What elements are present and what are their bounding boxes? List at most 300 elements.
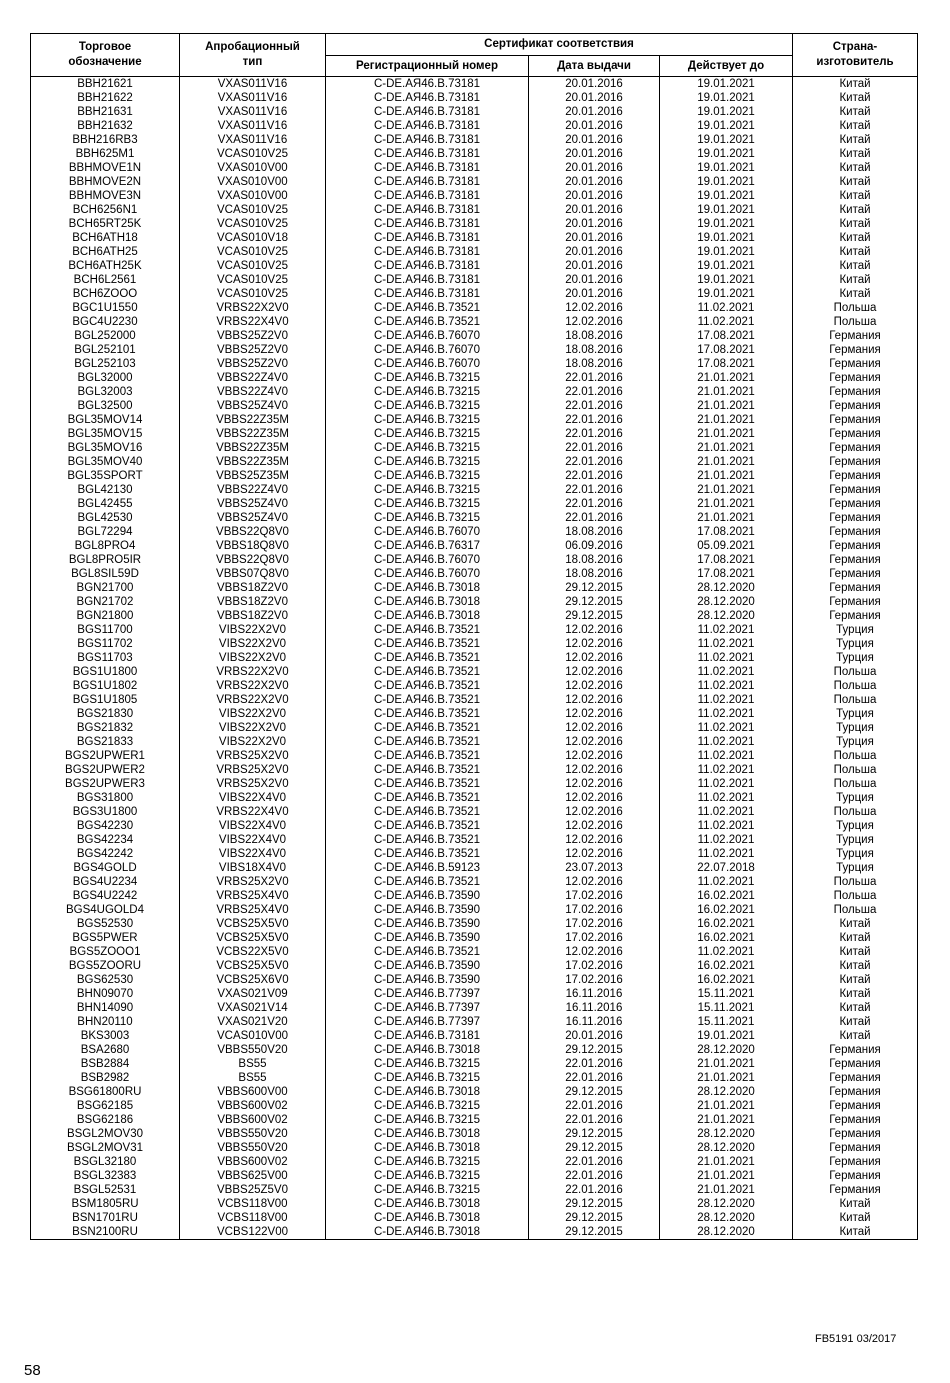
cell-trade-designation: BBH21621 (31, 77, 180, 92)
cell-country: Турция (793, 833, 918, 847)
cell-country: Китай (793, 91, 918, 105)
cell-trade-designation: BGS42242 (31, 847, 180, 861)
cell-valid-until: 11.02.2021 (660, 847, 793, 861)
cell-valid-until: 28.12.2020 (660, 609, 793, 623)
cell-approval-type: VXAS011V16 (180, 105, 326, 119)
cell-trade-designation: BCH6ATH25 (31, 245, 180, 259)
cell-trade-designation: BCH6ATH25K (31, 259, 180, 273)
cell-valid-until: 28.12.2020 (660, 1197, 793, 1211)
cell-reg-number: C-DE.АЯ46.В.73181 (326, 161, 529, 175)
cell-country: Китай (793, 105, 918, 119)
document-code: FB5191 03/2017 (815, 1333, 897, 1345)
cell-country: Китай (793, 1225, 918, 1240)
cell-issue-date: 29.12.2015 (529, 1127, 660, 1141)
table-row (31, 931, 918, 945)
cell-trade-designation: BGS2UPWER2 (31, 763, 180, 777)
cell-approval-type: VCAS010V25 (180, 245, 326, 259)
cell-country: Турция (793, 623, 918, 637)
cell-reg-number: C-DE.АЯ46.В.77397 (326, 1001, 529, 1015)
table-row (31, 161, 918, 175)
cell-approval-type: VBBS25Z4V0 (180, 399, 326, 413)
cell-approval-type: VCBS25X5V0 (180, 959, 326, 973)
cell-valid-until: 28.12.2020 (660, 595, 793, 609)
cell-issue-date: 20.01.2016 (529, 217, 660, 231)
cell-trade-designation: BGN21700 (31, 581, 180, 595)
cell-approval-type: VXAS010V00 (180, 161, 326, 175)
cell-approval-type: VXAS010V00 (180, 175, 326, 189)
table-row (31, 357, 918, 371)
cell-reg-number: C-DE.АЯ46.В.73521 (326, 679, 529, 693)
table-row (31, 777, 918, 791)
cell-approval-type: VBBS22Z4V0 (180, 371, 326, 385)
table-row (31, 77, 918, 92)
cell-valid-until: 21.01.2021 (660, 1155, 793, 1169)
cell-trade-designation: BSN2100RU (31, 1225, 180, 1240)
cell-issue-date: 17.02.2016 (529, 959, 660, 973)
cell-valid-until: 05.09.2021 (660, 539, 793, 553)
cell-reg-number: C-DE.АЯ46.В.73181 (326, 273, 529, 287)
cell-issue-date: 16.11.2016 (529, 1015, 660, 1029)
table-row (31, 217, 918, 231)
cell-approval-type: VBBS18Z2V0 (180, 609, 326, 623)
cell-reg-number: C-DE.АЯ46.В.73215 (326, 1113, 529, 1127)
cell-approval-type: VBBS25Z5V0 (180, 1183, 326, 1197)
cell-valid-until: 11.02.2021 (660, 735, 793, 749)
cell-country: Китай (793, 119, 918, 133)
cell-reg-number: C-DE.АЯ46.В.73181 (326, 175, 529, 189)
cell-valid-until: 17.08.2021 (660, 357, 793, 371)
table-row (31, 399, 918, 413)
table-row (31, 987, 918, 1001)
cell-trade-designation: BGL72294 (31, 525, 180, 539)
table-row (31, 567, 918, 581)
cell-approval-type: VBBS25Z35M (180, 469, 326, 483)
cell-approval-type: VBBS25Z2V0 (180, 343, 326, 357)
cell-trade-designation: BHN09070 (31, 987, 180, 1001)
cell-issue-date: 12.02.2016 (529, 777, 660, 791)
cell-valid-until: 28.12.2020 (660, 581, 793, 595)
cell-valid-until: 22.07.2018 (660, 861, 793, 875)
table-row (31, 917, 918, 931)
table-row (31, 1225, 918, 1240)
table-row (31, 1029, 918, 1043)
cell-valid-until: 21.01.2021 (660, 469, 793, 483)
cell-reg-number: C-DE.АЯ46.В.73215 (326, 455, 529, 469)
table-header (31, 34, 918, 77)
cell-issue-date: 12.02.2016 (529, 735, 660, 749)
cell-reg-number: C-DE.АЯ46.В.73018 (326, 1211, 529, 1225)
cell-valid-until: 19.01.2021 (660, 189, 793, 203)
cell-issue-date: 06.09.2016 (529, 539, 660, 553)
cell-trade-designation: BBH21632 (31, 119, 180, 133)
cell-approval-type: VXAS021V14 (180, 1001, 326, 1015)
table-row (31, 749, 918, 763)
table-row (31, 189, 918, 203)
cell-valid-until: 21.01.2021 (660, 511, 793, 525)
cell-reg-number: C-DE.АЯ46.В.73521 (326, 735, 529, 749)
cell-country: Турция (793, 819, 918, 833)
cell-valid-until: 28.12.2020 (660, 1141, 793, 1155)
cell-valid-until: 19.01.2021 (660, 161, 793, 175)
cell-reg-number: C-DE.АЯ46.В.73521 (326, 637, 529, 651)
cell-issue-date: 22.01.2016 (529, 1155, 660, 1169)
cell-valid-until: 19.01.2021 (660, 133, 793, 147)
cell-trade-designation: BGS11700 (31, 623, 180, 637)
cell-reg-number: C-DE.АЯ46.В.59123 (326, 861, 529, 875)
cell-country: Китай (793, 931, 918, 945)
cell-reg-number: C-DE.АЯ46.В.73181 (326, 203, 529, 217)
cell-issue-date: 20.01.2016 (529, 189, 660, 203)
cell-reg-number: C-DE.АЯ46.В.73521 (326, 833, 529, 847)
table-row (31, 945, 918, 959)
cell-reg-number: C-DE.АЯ46.В.73181 (326, 245, 529, 259)
cell-reg-number: C-DE.АЯ46.В.73215 (326, 1071, 529, 1085)
cell-trade-designation: BGL35SPORT (31, 469, 180, 483)
cell-valid-until: 21.01.2021 (660, 1057, 793, 1071)
cell-trade-designation: BGN21800 (31, 609, 180, 623)
cell-approval-type: VRBS22X4V0 (180, 315, 326, 329)
table-row (31, 623, 918, 637)
cell-trade-designation: BSG62185 (31, 1099, 180, 1113)
cell-valid-until: 11.02.2021 (660, 637, 793, 651)
cell-valid-until: 21.01.2021 (660, 413, 793, 427)
cell-valid-until: 11.02.2021 (660, 945, 793, 959)
cell-reg-number: C-DE.АЯ46.В.73590 (326, 917, 529, 931)
cell-issue-date: 20.01.2016 (529, 259, 660, 273)
cell-country: Китай (793, 175, 918, 189)
cell-valid-until: 19.01.2021 (660, 231, 793, 245)
cell-trade-designation: BSB2884 (31, 1057, 180, 1071)
cell-trade-designation: BBH216RB3 (31, 133, 180, 147)
cell-reg-number: C-DE.АЯ46.В.73215 (326, 427, 529, 441)
cell-country: Германия (793, 1057, 918, 1071)
table-body (31, 77, 918, 1240)
cell-country: Польша (793, 693, 918, 707)
cell-country: Германия (793, 553, 918, 567)
cell-issue-date: 29.12.2015 (529, 1085, 660, 1099)
table-row (31, 1071, 918, 1085)
table-row (31, 651, 918, 665)
cell-country: Турция (793, 651, 918, 665)
cell-approval-type: VXAS011V16 (180, 133, 326, 147)
cell-valid-until: 17.08.2021 (660, 343, 793, 357)
cell-country: Польша (793, 763, 918, 777)
cell-country: Китай (793, 161, 918, 175)
cell-country: Китай (793, 917, 918, 931)
cell-issue-date: 12.02.2016 (529, 693, 660, 707)
cell-trade-designation: BGS31800 (31, 791, 180, 805)
col-approval-type: Апробационный тип (180, 34, 326, 77)
cell-valid-until: 15.11.2021 (660, 1001, 793, 1015)
table-row (31, 343, 918, 357)
cell-reg-number: C-DE.АЯ46.В.73181 (326, 133, 529, 147)
cell-trade-designation: BGS52530 (31, 917, 180, 931)
table-row (31, 133, 918, 147)
cell-approval-type: VBBS07Q8V0 (180, 567, 326, 581)
cell-trade-designation: BGL35MOV16 (31, 441, 180, 455)
cell-country: Германия (793, 1183, 918, 1197)
cell-trade-designation: BGS5ZOOO1 (31, 945, 180, 959)
table-row (31, 497, 918, 511)
cell-reg-number: C-DE.АЯ46.В.73215 (326, 385, 529, 399)
cell-reg-number: C-DE.АЯ46.В.73215 (326, 1169, 529, 1183)
table-row (31, 413, 918, 427)
cell-approval-type: VCBS25X5V0 (180, 931, 326, 945)
cell-reg-number: C-DE.АЯ46.В.73215 (326, 469, 529, 483)
cell-country: Германия (793, 399, 918, 413)
cell-country: Германия (793, 1141, 918, 1155)
cell-trade-designation: BBH21622 (31, 91, 180, 105)
table-row (31, 707, 918, 721)
cell-country: Германия (793, 427, 918, 441)
cell-approval-type: VCAS010V25 (180, 287, 326, 301)
cell-valid-until: 21.01.2021 (660, 371, 793, 385)
cell-country: Китай (793, 245, 918, 259)
table-row (31, 203, 918, 217)
cell-trade-designation: BGS1U1805 (31, 693, 180, 707)
cell-valid-until: 11.02.2021 (660, 749, 793, 763)
table-row (31, 861, 918, 875)
cell-country: Польша (793, 805, 918, 819)
cell-approval-type: BS55 (180, 1057, 326, 1071)
cell-country: Китай (793, 77, 918, 92)
cell-issue-date: 20.01.2016 (529, 287, 660, 301)
cell-trade-designation: BGS1U1802 (31, 679, 180, 693)
cell-country: Польша (793, 875, 918, 889)
cell-country: Германия (793, 1085, 918, 1099)
table-row (31, 973, 918, 987)
cell-reg-number: C-DE.АЯ46.В.73018 (326, 1225, 529, 1240)
cell-valid-until: 19.01.2021 (660, 273, 793, 287)
cell-reg-number: C-DE.АЯ46.В.73215 (326, 371, 529, 385)
cell-valid-until: 11.02.2021 (660, 301, 793, 315)
cell-trade-designation: BGS4UGOLD4 (31, 903, 180, 917)
cell-country: Германия (793, 371, 918, 385)
cell-reg-number: C-DE.АЯ46.В.73521 (326, 945, 529, 959)
cell-reg-number: C-DE.АЯ46.В.77397 (326, 1015, 529, 1029)
cell-trade-designation: BBHMOVE3N (31, 189, 180, 203)
table-row (31, 763, 918, 777)
cell-issue-date: 16.11.2016 (529, 1001, 660, 1015)
cell-valid-until: 21.01.2021 (660, 483, 793, 497)
cell-valid-until: 11.02.2021 (660, 777, 793, 791)
cell-approval-type: VBBS600V02 (180, 1113, 326, 1127)
cell-country: Китай (793, 203, 918, 217)
cell-valid-until: 17.08.2021 (660, 525, 793, 539)
cell-trade-designation: BBH625M1 (31, 147, 180, 161)
cell-issue-date: 12.02.2016 (529, 805, 660, 819)
cell-trade-designation: BSB2982 (31, 1071, 180, 1085)
cell-valid-until: 21.01.2021 (660, 1183, 793, 1197)
cell-issue-date: 12.02.2016 (529, 665, 660, 679)
col-certificate-group: Сертификат соответствия (326, 34, 793, 56)
cell-approval-type: VIBS22X4V0 (180, 791, 326, 805)
cell-trade-designation: BCH65RT25K (31, 217, 180, 231)
cell-trade-designation: BGS21832 (31, 721, 180, 735)
cell-approval-type: VBBS22Q8V0 (180, 553, 326, 567)
cell-reg-number: C-DE.АЯ46.В.73521 (326, 707, 529, 721)
cell-approval-type: VBBS625V00 (180, 1169, 326, 1183)
cell-valid-until: 17.08.2021 (660, 567, 793, 581)
cell-trade-designation: BGL42530 (31, 511, 180, 525)
cell-trade-designation: BGL35MOV14 (31, 413, 180, 427)
cell-reg-number: C-DE.АЯ46.В.73521 (326, 875, 529, 889)
cell-reg-number: C-DE.АЯ46.В.73521 (326, 693, 529, 707)
cell-approval-type: VRBS22X2V0 (180, 301, 326, 315)
cell-issue-date: 12.02.2016 (529, 819, 660, 833)
table-row (31, 1183, 918, 1197)
table-row (31, 1113, 918, 1127)
cell-approval-type: VBBS550V20 (180, 1043, 326, 1057)
cell-trade-designation: BSG62186 (31, 1113, 180, 1127)
table-row (31, 91, 918, 105)
cell-country: Польша (793, 777, 918, 791)
cell-country: Польша (793, 665, 918, 679)
cell-trade-designation: BGS42230 (31, 819, 180, 833)
cell-trade-designation: BGS42234 (31, 833, 180, 847)
table-row (31, 329, 918, 343)
cell-issue-date: 20.01.2016 (529, 273, 660, 287)
cell-trade-designation: BSGL32383 (31, 1169, 180, 1183)
table-row (31, 1057, 918, 1071)
cell-country: Германия (793, 441, 918, 455)
cell-trade-designation: BGL32003 (31, 385, 180, 399)
cell-reg-number: C-DE.АЯ46.В.73215 (326, 441, 529, 455)
cell-reg-number: C-DE.АЯ46.В.76070 (326, 553, 529, 567)
cell-approval-type: VCBS25X6V0 (180, 973, 326, 987)
cell-approval-type: VIBS22X2V0 (180, 637, 326, 651)
cell-reg-number: C-DE.АЯ46.В.73215 (326, 1183, 529, 1197)
cell-trade-designation: BGL8PRO4 (31, 539, 180, 553)
table-row (31, 1015, 918, 1029)
cell-valid-until: 19.01.2021 (660, 1029, 793, 1043)
cell-reg-number: C-DE.АЯ46.В.73018 (326, 609, 529, 623)
cell-trade-designation: BGL32500 (31, 399, 180, 413)
cell-approval-type: VIBS22X2V0 (180, 651, 326, 665)
cell-trade-designation: BGS5PWER (31, 931, 180, 945)
cell-trade-designation: BGS21830 (31, 707, 180, 721)
cell-reg-number: C-DE.АЯ46.В.73521 (326, 665, 529, 679)
cell-approval-type: VBBS22Z35M (180, 441, 326, 455)
cell-approval-type: VXAS011V16 (180, 91, 326, 105)
cell-issue-date: 29.12.2015 (529, 581, 660, 595)
cell-country: Китай (793, 273, 918, 287)
table-row (31, 679, 918, 693)
cell-issue-date: 29.12.2015 (529, 1197, 660, 1211)
cell-reg-number: C-DE.АЯ46.В.73181 (326, 231, 529, 245)
cell-country: Китай (793, 1015, 918, 1029)
cell-issue-date: 20.01.2016 (529, 91, 660, 105)
cell-issue-date: 20.01.2016 (529, 245, 660, 259)
cell-trade-designation: BGL252000 (31, 329, 180, 343)
cell-country: Германия (793, 455, 918, 469)
cell-issue-date: 29.12.2015 (529, 595, 660, 609)
cell-reg-number: C-DE.АЯ46.В.73590 (326, 889, 529, 903)
cell-approval-type: VBBS22Q8V0 (180, 525, 326, 539)
cell-country: Германия (793, 1113, 918, 1127)
cell-issue-date: 12.02.2016 (529, 707, 660, 721)
cell-valid-until: 21.01.2021 (660, 455, 793, 469)
cell-issue-date: 22.01.2016 (529, 371, 660, 385)
table-row (31, 819, 918, 833)
cell-reg-number: C-DE.АЯ46.В.73181 (326, 147, 529, 161)
cell-valid-until: 16.02.2021 (660, 973, 793, 987)
cell-reg-number: C-DE.АЯ46.В.73215 (326, 1099, 529, 1113)
cell-reg-number: C-DE.АЯ46.В.76070 (326, 357, 529, 371)
cell-issue-date: 20.01.2016 (529, 119, 660, 133)
cell-reg-number: C-DE.АЯ46.В.73181 (326, 91, 529, 105)
cell-trade-designation: BGS2UPWER1 (31, 749, 180, 763)
table-row (31, 427, 918, 441)
table-row (31, 581, 918, 595)
cell-approval-type: VIBS22X2V0 (180, 623, 326, 637)
cell-trade-designation: BSGL2MOV30 (31, 1127, 180, 1141)
cell-issue-date: 17.02.2016 (529, 903, 660, 917)
cell-valid-until: 11.02.2021 (660, 623, 793, 637)
cell-reg-number: C-DE.АЯ46.В.73018 (326, 581, 529, 595)
cell-reg-number: C-DE.АЯ46.В.73018 (326, 1141, 529, 1155)
cell-issue-date: 22.01.2016 (529, 1183, 660, 1197)
cell-valid-until: 16.02.2021 (660, 931, 793, 945)
cell-country: Германия (793, 385, 918, 399)
cell-trade-designation: BSGL2MOV31 (31, 1141, 180, 1155)
cell-issue-date: 22.01.2016 (529, 1113, 660, 1127)
cell-valid-until: 19.01.2021 (660, 175, 793, 189)
cell-issue-date: 22.01.2016 (529, 455, 660, 469)
page-number: 58 (24, 1362, 41, 1379)
cell-approval-type: VBBS550V20 (180, 1127, 326, 1141)
cell-country: Германия (793, 469, 918, 483)
table-row (31, 875, 918, 889)
cell-trade-designation: BGL252101 (31, 343, 180, 357)
table-row (31, 665, 918, 679)
cell-issue-date: 12.02.2016 (529, 637, 660, 651)
cell-valid-until: 19.01.2021 (660, 245, 793, 259)
cell-trade-designation: BGL42455 (31, 497, 180, 511)
cell-approval-type: VBBS600V00 (180, 1085, 326, 1099)
cell-approval-type: VRBS25X2V0 (180, 875, 326, 889)
cell-issue-date: 17.02.2016 (529, 917, 660, 931)
cell-valid-until: 11.02.2021 (660, 763, 793, 777)
cell-reg-number: C-DE.АЯ46.В.73521 (326, 623, 529, 637)
cell-issue-date: 22.01.2016 (529, 1169, 660, 1183)
cell-valid-until: 11.02.2021 (660, 707, 793, 721)
cell-country: Китай (793, 189, 918, 203)
cell-approval-type: VCAS010V18 (180, 231, 326, 245)
table-row (31, 1155, 918, 1169)
cell-approval-type: VBBS25Z4V0 (180, 497, 326, 511)
cell-approval-type: VRBS22X2V0 (180, 665, 326, 679)
table-row (31, 231, 918, 245)
cell-country: Германия (793, 609, 918, 623)
table-row (31, 385, 918, 399)
cell-approval-type: VRBS25X2V0 (180, 777, 326, 791)
col-valid-until: Действует до (660, 56, 793, 77)
cell-issue-date: 22.01.2016 (529, 427, 660, 441)
cell-valid-until: 21.01.2021 (660, 427, 793, 441)
cell-approval-type: VIBS22X4V0 (180, 833, 326, 847)
cell-issue-date: 12.02.2016 (529, 833, 660, 847)
cell-approval-type: VBBS600V02 (180, 1099, 326, 1113)
cell-issue-date: 18.08.2016 (529, 567, 660, 581)
table-row (31, 1043, 918, 1057)
cell-trade-designation: BSN1701RU (31, 1211, 180, 1225)
cell-trade-designation: BGL32000 (31, 371, 180, 385)
cell-valid-until: 21.01.2021 (660, 1169, 793, 1183)
cell-reg-number: C-DE.АЯ46.В.73521 (326, 763, 529, 777)
col-trade-designation: Торговое обозначение (31, 34, 180, 77)
cell-country: Турция (793, 637, 918, 651)
